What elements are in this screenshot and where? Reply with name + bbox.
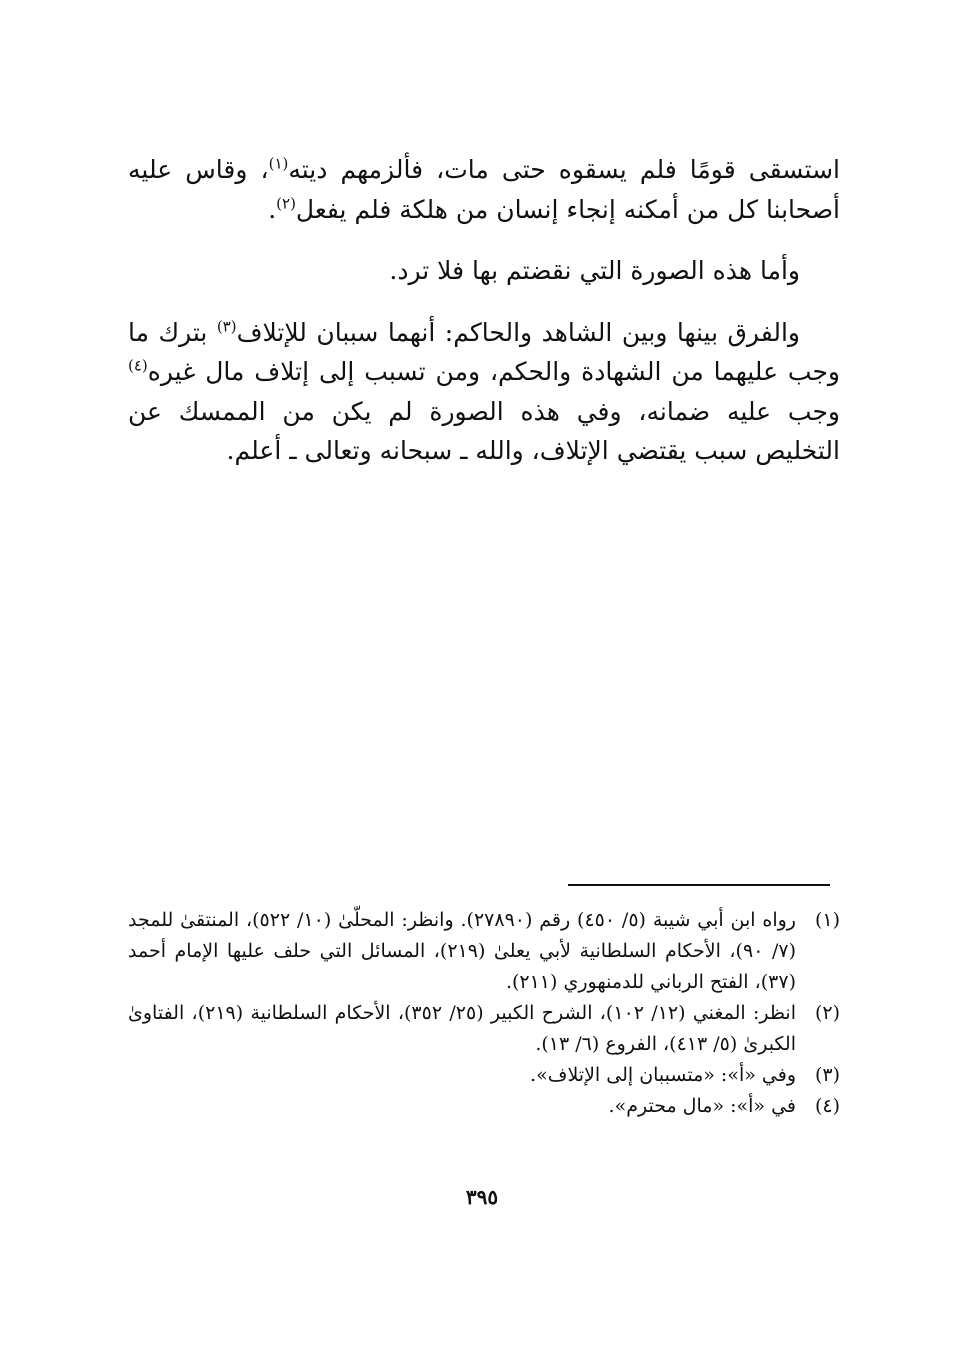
footnote-text: وفي «أ»: «متسببان إلى الإتلاف».: [530, 1064, 796, 1086]
footnote-2: [128, 998, 840, 1060]
paragraph-1-part-2: ، وقاس عليه أصحابنا كل من أمكنه إنجاء إنسان من هلكة فلم يفعل: [128, 155, 840, 224]
footnote-text: رواه ابن أبي شيبة (٥/ ٤٥٠) رقم (٢٧٨٩٠). وانظر: المحلّىٰ (١٠/ ٥٢٢)، المنتقىٰ للمجد (٧/ ٩٠)، الأحكام السلطانية لأبي يعلىٰ (٢١٩)، المسائل التي حلف عليها الإمام أحمد (٣٧)، الفتح الرباني للدمنهوري (٢١١).: [128, 909, 796, 993]
footnotes: [128, 905, 840, 1122]
main-text: [128, 150, 840, 471]
footnote-ref-4[interactable]: (٤): [128, 356, 148, 375]
footnote-1: [128, 905, 840, 998]
footnote-number: (٤): [814, 1095, 840, 1117]
paragraph-3-part-2: بترك ما وجب عليهما من الشهادة والحكم، ومن تسبب إلى إتلاف مال غيره: [128, 317, 840, 386]
footnote-number: (٢): [814, 1002, 840, 1024]
paragraph-3-part-1: والفرق بينها وبين الشاهد والحاكم: أنهما سببان للإتلاف: [236, 317, 800, 347]
footnote-text: في «أ»: «مال محترم».: [608, 1095, 796, 1117]
paragraph-1: [128, 150, 840, 229]
footnote-ref-2[interactable]: (٢): [276, 194, 296, 213]
paragraph-1-part-1: استسقى قومًا فلم يسقوه حتى مات، فألزمهم ديته: [288, 155, 840, 184]
footnote-3: [128, 1060, 840, 1091]
paragraph-3-part-3: وجب عليه ضمانه، وفي هذه الصورة لم يكن من الممسك عن التخليص سبب يقتضي الإتلاف، والله ـ سبحانه وتعالى ـ أعلم.: [128, 396, 840, 465]
footnote-number: (٣): [814, 1064, 840, 1086]
paragraph-3: [128, 313, 840, 471]
footnote-separator: [568, 884, 830, 886]
paragraph-1-part-3: .: [268, 194, 277, 224]
footnote-ref-3[interactable]: (٣): [216, 317, 237, 336]
footnote-ref-1[interactable]: (١): [268, 154, 289, 173]
footnote-4: [128, 1091, 840, 1122]
footnote-text: انظر: المغني (١٢/ ١٠٢)، الشرح الكبير (٢٥/ ٣٥٢)، الأحكام السلطانية (٢١٩)، الفتاوىٰ الكبرىٰ (٥/ ٤١٣)، الفروع (٦/ ١٣).: [128, 1002, 796, 1055]
page-number: ٣٩٥: [465, 1185, 499, 1209]
paragraph-2: [128, 251, 840, 291]
paragraph-2-text: وأما هذه الصورة التي نقضتم بها فلا ترد.: [389, 256, 800, 285]
footnote-number: (١): [814, 909, 840, 931]
